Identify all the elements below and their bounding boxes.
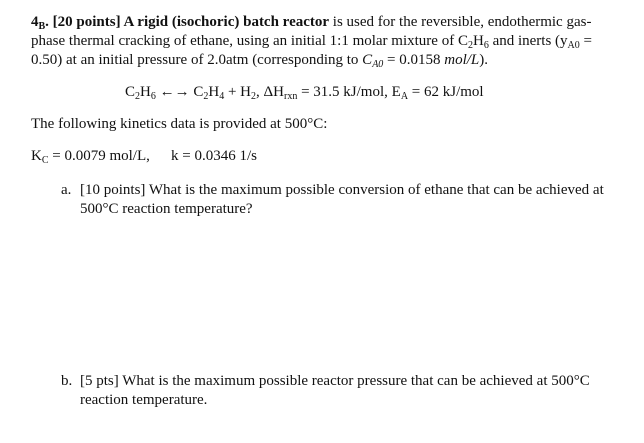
problem-line-3-text: 0.50) at an initial pressure of 2.0atm (corresponding to (31, 52, 363, 68)
part-a-line-1: [10 points] What is the maximum possible conversion of ethane that can be achieved at (80, 182, 604, 198)
kinetic-constants (31, 147, 150, 166)
problem-header (31, 13, 591, 32)
text-units: mol/L (444, 52, 480, 68)
reactant-c: C (125, 84, 136, 100)
problem-line-3 (31, 51, 488, 70)
part-a-line-2: 500°C reaction temperature? (80, 201, 253, 217)
part-b-line-1: [5 pts] What is the maximum possible reactor pressure that can be achieved at 500°C (80, 373, 590, 389)
kc-value: = 0.0079 mol/L, (48, 148, 150, 164)
sub-a0: A0 (567, 40, 580, 51)
problem-line-2-text: phase thermal cracking of ethane, using an initial 1:1 molar mixture of C (31, 33, 468, 49)
reaction-equation (125, 83, 484, 102)
sub-2: 2 (467, 40, 473, 51)
ea-value: = 62 kJ/mol (408, 84, 484, 100)
sub: 2 (203, 91, 209, 102)
product-h2: + H (224, 84, 252, 100)
text-ca-value: = 0.0158 (383, 52, 445, 68)
symbol-ca: C (362, 52, 373, 68)
kc-label: K (31, 148, 42, 164)
text-close: ). (479, 52, 489, 68)
problem-number-sub: B (38, 21, 46, 32)
sub: 6 (150, 91, 156, 102)
problem-points: . [20 points] (45, 14, 121, 30)
reactant-h: H (140, 84, 151, 100)
part-b-label: b. (61, 373, 73, 389)
problem-number: 4 (31, 14, 39, 30)
sub: 4 (219, 91, 225, 102)
sub-6: 6 (483, 40, 489, 51)
text-equals: = (579, 33, 592, 49)
equilibrium-arrow: ←→ (155, 84, 194, 100)
product-c: C (193, 84, 204, 100)
part-b-line-2: reaction temperature. (80, 392, 208, 408)
sub: A (400, 91, 409, 102)
text-h: H (472, 33, 484, 49)
sub: 2 (135, 91, 141, 102)
delta-h-value: = 31.5 kJ/mol, E (297, 84, 401, 100)
text-inerts: and inerts (y (488, 33, 568, 49)
symbol-ca-sub: A0 (372, 59, 384, 70)
problem-line-2 (31, 32, 592, 51)
sub: 2 (251, 91, 257, 102)
problem-intro-rest: is used for the reversible, endothermic gas- (329, 14, 592, 30)
kinetics-intro: The following kinetics data is provided at 500°C: (31, 116, 328, 132)
kc-sub: C (41, 155, 49, 166)
product-h: H (208, 84, 220, 100)
k-constant: k = 0.0346 1/s (171, 148, 257, 164)
part-a-label: a. (61, 182, 72, 198)
sub: rxn (284, 91, 298, 102)
problem-intro-bold: A rigid (isochoric) batch reactor (120, 14, 330, 30)
delta-h: , ΔH (256, 84, 284, 100)
